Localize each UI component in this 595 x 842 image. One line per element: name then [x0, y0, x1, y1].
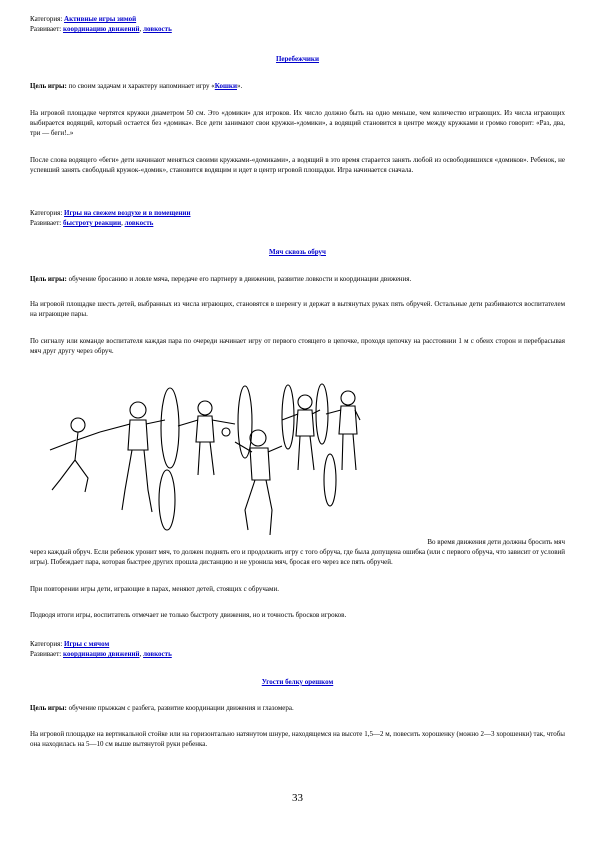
develops-link-agility[interactable]: ловкость	[143, 25, 172, 33]
develops-line	[30, 24, 565, 34]
develops-line	[30, 218, 565, 228]
hoop-icon	[161, 388, 179, 468]
paragraph: через каждый обруч. Если ребенок уронит мяч, то должен поднять его и продолжить игру с того обруча, где была допущена ошибка (или с первого обруча, что зависит от условий игры). Побеждает пара, которая быстрее других прошла дистанцию и не уронила мяч, бросая его через все пять обручей.	[30, 548, 565, 566]
paragraph: На игровой площадке на вертикальной стойке или на горизонтально натянутом шнуре, находящемся на высоте 1,5—2 м, повесить хорошенку (можно 2—3 хорошенки) так, чтобы она находилась на 5—10 см выше вытянутой руки ребенка.	[30, 730, 565, 748]
goal-label: Цель игры:	[30, 275, 67, 283]
develops-label: Развивает:	[30, 25, 62, 33]
separator: ,	[139, 25, 142, 33]
page-number: 33	[292, 792, 303, 804]
category-label: Категория:	[30, 15, 63, 23]
paragraph: По сигналу или команде воспитателя каждая пара по очереди начинает игру от первого стоящего в цепочке, проходя цепочку на расстоянии 1 м с обеих сторон и перебрасывая мяч друг другу через обруч.	[30, 337, 565, 355]
hoop-icon	[324, 454, 336, 506]
category-link[interactable]: Игры на свежем воздухе и в помещении	[64, 209, 191, 217]
game-title	[30, 54, 565, 64]
develops-line	[30, 649, 565, 659]
goal-line	[30, 274, 565, 284]
goal-end: ».	[237, 82, 243, 90]
hoop-icon	[238, 386, 252, 458]
game-title-link[interactable]: Мяч сквозь обруч	[269, 248, 326, 256]
goal-label: Цель игры:	[30, 82, 67, 90]
game-title	[30, 247, 565, 257]
develops-label: Развивает:	[30, 650, 62, 658]
develops-link-coordination[interactable]: координацию движений	[63, 650, 140, 658]
game-title	[30, 677, 565, 687]
separator: ,	[139, 650, 142, 658]
category-label: Категория:	[30, 209, 63, 217]
paragraph: Подводя итоги игры, воспитатель отмечает не только быстроту движения, но и точность бросков игроков.	[30, 611, 347, 619]
develops-label: Развивает:	[30, 219, 62, 227]
paragraph: При повторении игры дети, играющие в парах, меняют детей, стоящих с обручами.	[30, 585, 279, 593]
goal-text: обучение бросанию и ловле мяча, передаче его партнеру в движении, развитие ловкости и координации движения.	[68, 275, 412, 283]
goal-line	[30, 703, 565, 713]
goal-link-cats[interactable]: Кошки	[214, 82, 237, 90]
paragraph: На игровой площадке шесть детей, выбранных из числа играющих, становятся в шеренгу и держат в вытянутых руках пять обручей. Остальные дети разбиваются воспитателем на играющие пары.	[30, 300, 565, 318]
game-title-link[interactable]: Угости белку орешком	[261, 678, 334, 686]
game-title-link[interactable]: Перебежчики	[275, 55, 319, 63]
develops-link-reaction[interactable]: быстроту реакции	[63, 219, 122, 227]
category-label: Категория:	[30, 640, 63, 648]
paragraph: На игровой площадке чертятся кружки диаметром 50 см. Это «домики» для игроков. Их число должно быть на одно меньше, чем количество играющих. Из числа играющих выбирается водящий, который остается без «домика». Все дети занимают свои кружки-«домики», а водящий становится в центре между кружками и громко говорит: «Раз, два, три — беги!..»	[30, 109, 565, 137]
develops-link-agility[interactable]: ловкость	[124, 219, 154, 227]
goal-label: Цель игры:	[30, 704, 67, 712]
hoop-icon	[159, 470, 175, 530]
category-line	[30, 208, 565, 218]
children-with-hoops-illustration	[30, 380, 365, 550]
goal-line	[30, 81, 565, 91]
goal-text: обучение прыжкам с разбега, развитие координации движения и глазомера.	[68, 704, 294, 712]
paragraph: После слова водящего «беги» дети начинают меняться своими кружками-«домиками», а водящий в это время старается занять любой из освободившихся «домиков». Ребенок, не успевший занять свободный кружок-«домик», становится водящим и идет в центр игровой площадки. Игра начинается сначала.	[30, 156, 565, 174]
develops-link-agility[interactable]: ловкость	[143, 650, 172, 658]
develops-link-coordination[interactable]: координацию движений	[63, 25, 140, 33]
category-line	[30, 639, 565, 649]
paragraph-start: Во время движения дети должны бросить мяч	[427, 538, 565, 546]
goal-text: по своим задачам и характеру напоминает игру «	[68, 82, 215, 90]
category-link[interactable]: Игры с мячом	[64, 640, 110, 648]
category-link[interactable]: Активные игры зимой	[64, 15, 137, 23]
separator: ,	[121, 219, 123, 227]
hoop-icon	[282, 385, 294, 449]
category-line	[30, 14, 565, 24]
